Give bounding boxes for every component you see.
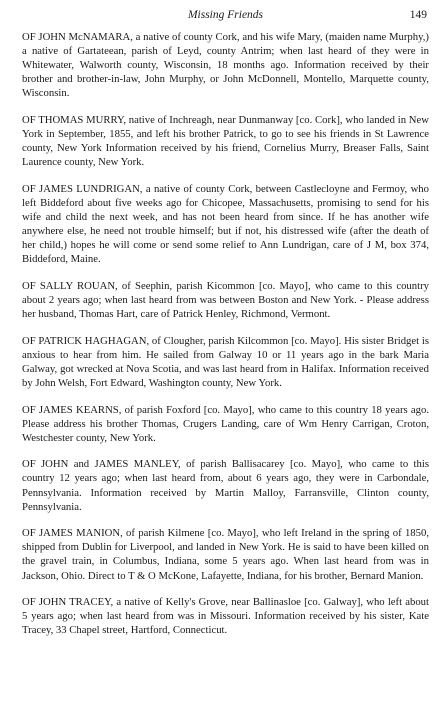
notice-entry-haghagan: OF PATRICK HAGHAGAN, of Clougher, parish Kilcommon [co. Mayo]. His sister Bridget is anxious to hear from him. He sailed from Galway 10 or 11 years ago in the bark Maria Galway, got wrecked at Nova Scotia, and was last heard from in Halifax. Information received by John Welsh, Fort Edward, Washington county, New York.: [22, 334, 429, 389]
running-title: Missing Friends: [187, 9, 264, 21]
running-header: [22, 6, 429, 24]
notice-entry-manion: OF JAMES MANION, of parish Kilmene [co. Mayo], who left Ireland in the spring of 1850, shipped from Dublin for Liverpool, and landed in New York. He is said to have been killed on the gravel train, in Columbus, Indiana, some 5 years ago. When last heard from was in Jackson, Ohio. Direct to T & O McKone, Lafayette, Indiana, for his brother, Bernard Manion.: [22, 527, 429, 582]
notice-entry-manley: OF JOHN and JAMES MANLEY, of parish Ballisacarey [co. Mayo], who came to this country 12 years ago; when last heard from, about 6 years ago, they were in Carbondale, Pennsylvania. Information received by Martin Malloy, Farransville, Clinton county, Pennsylvania.: [22, 458, 429, 513]
notice-entry-lundrigan: OF JAMES LUNDRIGAN, a native of county Cork, between Castlecloyne and Fermoy, who left Biddeford about five weeks ago for Chicopee, Massachusetts, promising to send for his wife and child the next week, and has not been heard from since. If he has another wife anywhere else, he need not trouble himself; but if not, his distressed wife (after the death of her child,) hopes he will come or send some relief to Ann Lundrigan, care of J M, box 374, Biddeford, Maine.: [22, 182, 429, 266]
notice-entry-murry: OF THOMAS MURRY, native of Inchreagh, near Dunmanway [co. Cork], who landed in New York in September, 1855, and left his brother Patrick, to go to see his friends in St Lawrence county, New York Information received by his friend, Cornelius Murry, Breaser Falls, Saint Laurence county, New York.: [22, 113, 429, 169]
notice-entry-kearns: OF JAMES KEARNS, of parish Foxford [co. Mayo], who came to this country 18 years ago. Please address his brother Thomas, Crugers Landing, care of Wm Henry Carrigan, Croton, Westchester county, New York.: [22, 403, 429, 444]
notice-entry-rouan: OF SALLY ROUAN, of Seephin, parish Kicommon [co. Mayo], who came to this country about 2 years ago; when last heard from was between Boston and New York. - Please address her husband, Thomas Hart, care of Patrick Henley, Richmond, Vermont.: [22, 279, 429, 321]
notice-entry-mcnamara: OF JOHN McNAMARA, a native of county Cork, and his wife Mary, (maiden name Murphy,) a native of Gartateean, parish of Leyd, county Antrim; when last heard of they were in Whitewater, Walworth county, Wisconsin, 18 months ago. Information received by their brother and brother-in-law, John Murphy, or John McDonnell, Montello, Marquette county, Wisconsin.: [22, 31, 429, 100]
notice-entry-tracey: OF JOHN TRACEY, a native of Kelly's Grove, near Ballinasloe [co. Galway], who left about 5 years ago; when last heard from was in Missouri. Information received by his sister, Kate Tracey, 33 Chapel street, Hartford, Connecticut.: [22, 596, 429, 637]
entries-list: [22, 30, 429, 637]
page-number: 149: [409, 9, 427, 21]
